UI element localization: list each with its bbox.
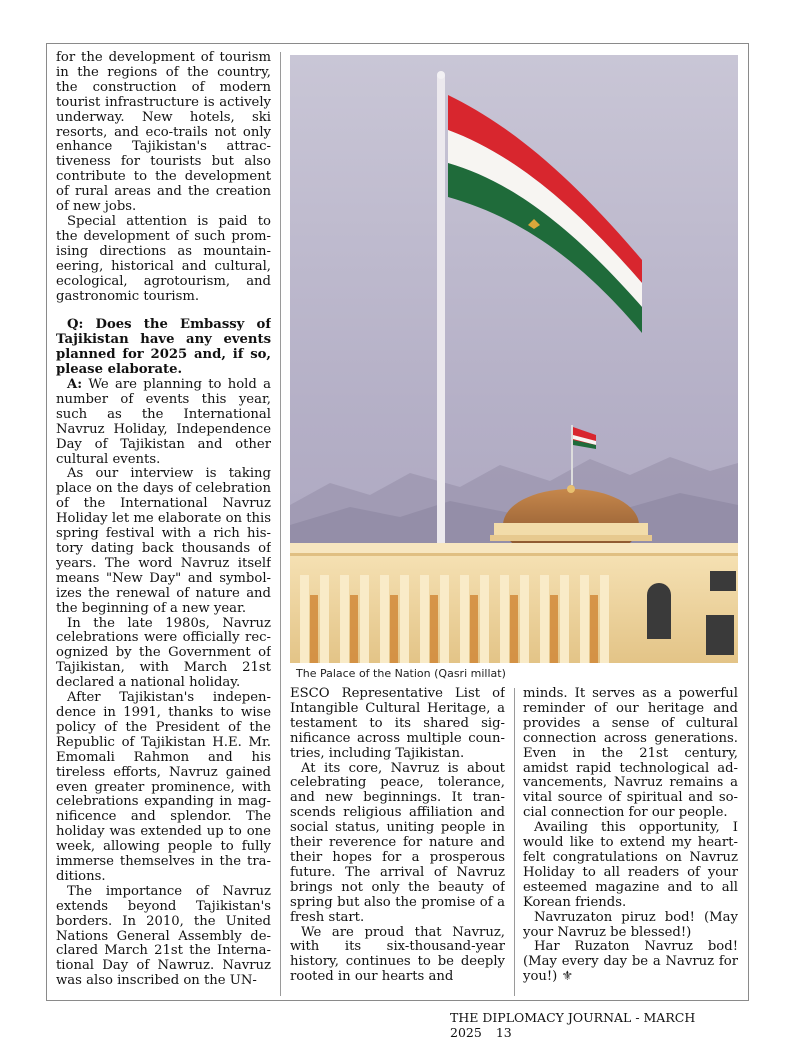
paragraph: We are proud that Navruz, with its six-thousand-year history, continues to be deeply rooted in our hearts and — [290, 924, 505, 985]
paragraph: Availing this opportunity, I would like to extend my heartfelt congratulations on Navruz Holiday to all readers of your esteemed magazine and to all Korean friends. — [523, 820, 738, 910]
answer-text: We are planning to hold a number of events this year, such as the International Navruz Holiday, Independence Day of Tajikistan and other cultural events. — [56, 377, 271, 467]
paragraph: As our interview is taking place on the days of celebration of the International Navruz Holiday let me elaborate on this spring festival with a rich history dating back thousands of years. The word Navruz itself means "New Day" and symbolizes the renewal of nature and the beginning of a new year. — [56, 466, 271, 616]
page-number: 13 — [495, 1025, 512, 1040]
answer-label: A: — [67, 377, 83, 393]
column-1 — [56, 51, 271, 996]
journal-name: THE DIPLOMACY JOURNAL - MARCH 2025 — [450, 1010, 696, 1040]
paragraph — [523, 940, 738, 985]
paragraph: for the development of tourism in the regions of the country, the construction of modern tourist infrastructure is actively underway. New hotels, ski resorts, and eco-trails not only enhance Tajikistan's attractiveness for tourists but also contribute to the development of rural areas and the creation of new jobs. — [56, 51, 271, 215]
paragraph: At its core, Navruz is about celebrating peace, tolerance, and new beginnings. It transcends religious affiliation and social status, uniting people in their reverence for nature and their hopes for a prosperous future. The arrival of Navruz brings not only the beauty of spring but also the promise of a fresh start. — [290, 760, 505, 925]
column-3 — [523, 687, 738, 997]
column-2 — [290, 687, 505, 997]
flagpole — [437, 75, 445, 555]
end-mark-icon: ⚜ — [561, 969, 574, 985]
interview-question: Q: Does the Embassy of Tajikistan have any events planned for 2025 and, if so, please elaborate. — [56, 317, 271, 378]
paragraph: minds. It serves as a powerful reminder of our heritage and provides a sense of cultural connection across generations. Even in the 21st century, amidst rapid technological advancements, Navruz remains a vital source of spiritual and social connection for our people. — [523, 687, 738, 821]
paragraph: In the late 1980s, Navruz celebrations were officially recognized by the Government of Tajikistan, with March 21st declared a national holiday. — [56, 615, 271, 691]
photo-caption: The Palace of the Nation (Qasri millat) — [296, 667, 506, 680]
interview-answer — [56, 378, 271, 467]
palace-illustration — [290, 55, 738, 663]
column-divider — [514, 688, 515, 996]
closing-text: Har Ruzaton Navruz bod! (May every day be a Navruz for you!) — [523, 939, 738, 985]
paragraph: Special attention is paid to the development of such promising directions as mountaineering, historical and cultural, ecological, agrotourism, and gastronomic tourism. — [56, 213, 271, 304]
paragraph: The importance of Navruz extends beyond Tajikistan's borders. In 2010, the United Nations General Assembly declared March 21st the International Day of Nawruz. Navruz was also inscribed on the UN- — [56, 883, 271, 989]
paragraph: After Tajikistan's independence in 1991, thanks to wise policy of the President of the Republic of Tajikistan H.E. Mr. Emomali Rahmon and his tireless efforts, Navruz gained even greater prominence, with celebrations expanding in magnificence and splendor. The holiday was extended up to one week, allowing people to fully immerse themselves in the traditions. — [56, 690, 271, 884]
palace-photo — [290, 55, 738, 663]
paragraph: ESCO Representative List of Intangible Cultural Heritage, a testament to its shared significance across multiple countries, including Tajikistan. — [290, 687, 505, 761]
paragraph: Navruzaton piruz bod! (May your Navruz be blessed!) — [523, 909, 738, 940]
column-divider — [280, 52, 281, 996]
page-footer — [450, 1010, 750, 1040]
